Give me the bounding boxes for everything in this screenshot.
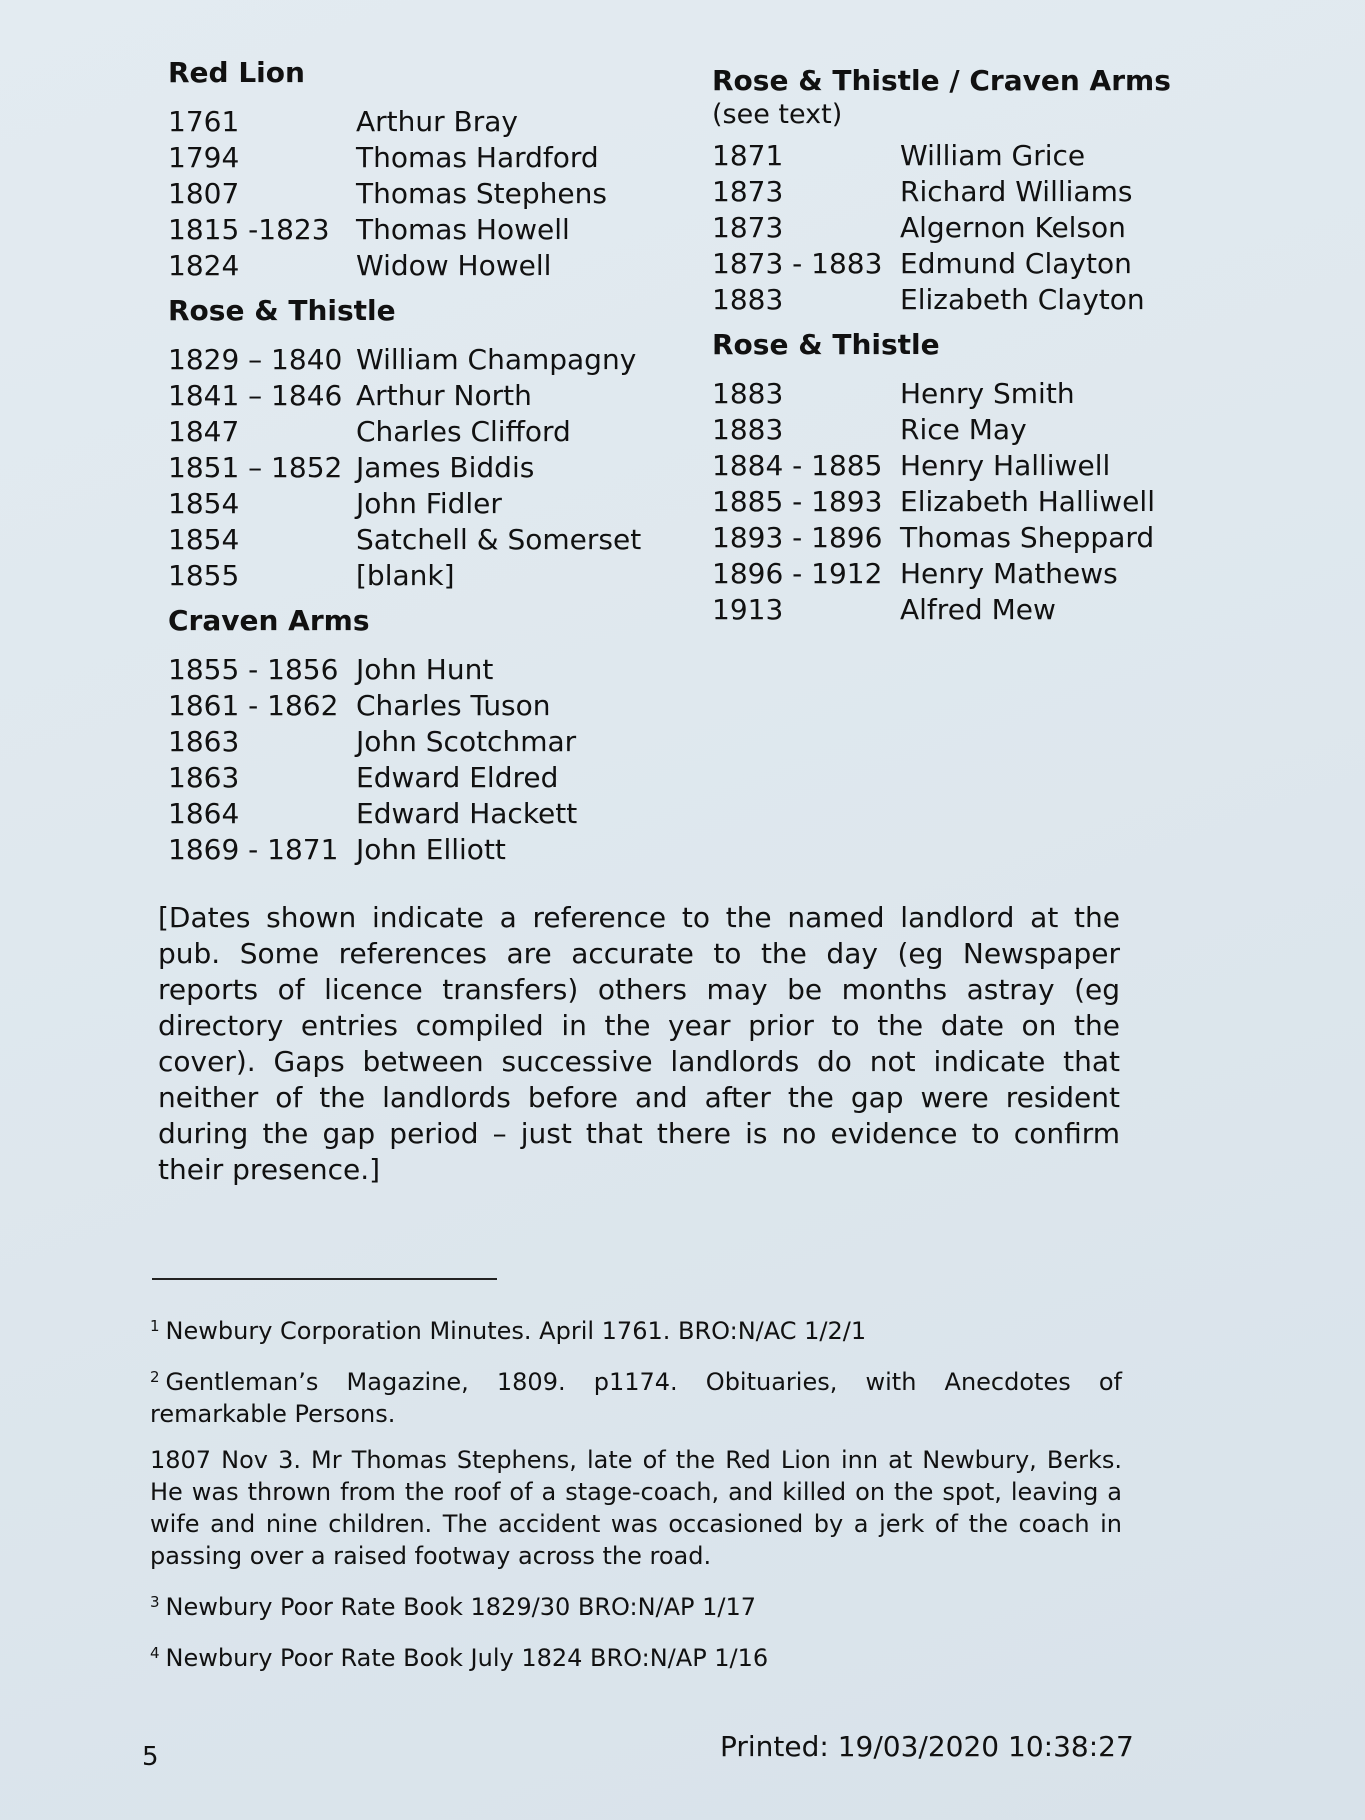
footnote	[150, 1586, 1122, 1623]
landlord-row	[168, 414, 728, 450]
landlord-name: Widow Howell	[356, 249, 552, 282]
landlord-row	[168, 176, 728, 212]
landlord-row	[712, 174, 1272, 210]
landlord-row	[168, 832, 728, 868]
landlord-section	[168, 604, 728, 868]
landlord-row	[168, 378, 728, 414]
landlord-years: 1815 -1823	[168, 213, 330, 246]
landlord-name: John Scotchmar	[356, 725, 577, 758]
landlord-name: Thomas Stephens	[356, 177, 607, 210]
landlord-years: 1761	[168, 105, 240, 138]
landlord-years: 1873	[712, 175, 784, 208]
landlord-years: 1883	[712, 283, 784, 316]
landlord-row	[168, 688, 728, 724]
landlord-section	[712, 64, 1272, 318]
landlord-row	[168, 558, 728, 594]
landlord-name: Thomas Sheppard	[900, 521, 1155, 554]
landlord-row	[168, 796, 728, 832]
landlord-row	[712, 592, 1272, 628]
dates-note: [Dates shown indicate a reference to the named landlord at the pub. Some references are accurate to the day (eg Newspaper reports of licence transfers) others may be months astray (eg directory entries compiled in the year prior to the date on the cover). Gaps between successive landlords do not indicate that neither of the landlords before and after the gap were resident during the gap period – just that there is no evidence to confirm their presence.]	[158, 901, 1120, 1186]
landlord-name: Henry Mathews	[900, 557, 1118, 590]
landlord-row	[168, 450, 728, 486]
section-title: Rose & Thistle	[168, 294, 396, 327]
landlord-name: Charles Tuson	[356, 689, 551, 722]
landlord-years: 1873	[712, 211, 784, 244]
landlord-years: 1847	[168, 415, 240, 448]
landlord-name: Richard Williams	[900, 175, 1133, 208]
section-title: Rose & Thistle / Craven Arms	[712, 64, 1171, 97]
footnote-number: 3	[150, 1593, 160, 1611]
landlord-years: 1854	[168, 523, 240, 556]
landlord-section	[712, 328, 1272, 628]
landlord-row	[168, 522, 728, 558]
landlord-name: Henry Halliwell	[900, 449, 1111, 482]
landlord-name: John Hunt	[356, 653, 494, 686]
right-column	[712, 64, 1272, 638]
landlord-years: 1893 - 1896	[712, 521, 883, 554]
landlord-years: 1854	[168, 487, 240, 520]
footnote-divider	[152, 1278, 497, 1280]
page-number: 5	[142, 1742, 159, 1772]
landlord-name: Arthur Bray	[356, 105, 518, 138]
landlord-name: Thomas Hardford	[356, 141, 599, 174]
landlord-row	[168, 342, 728, 378]
landlord-row	[712, 282, 1272, 318]
landlord-row	[168, 212, 728, 248]
landlord-name: James Biddis	[356, 451, 535, 484]
landlord-years: 1863	[168, 725, 240, 758]
landlord-years: 1861 - 1862	[168, 689, 339, 722]
left-column	[168, 56, 728, 878]
footnote-text: 1807 Nov 3. Mr Thomas Stephens, late of the Red Lion inn at Newbury, Berks. He was thrown from the roof of a stage-coach, and killed on the spot, leaving a wife and nine children. The accident was occasioned by a jerk of the coach in passing over a raised footway across the road.	[150, 1446, 1122, 1570]
section-subtitle: (see text)	[712, 99, 843, 130]
landlord-name: John Elliott	[356, 833, 506, 866]
landlord-name: John Fidler	[356, 487, 502, 520]
landlord-years: 1864	[168, 797, 240, 830]
landlord-row	[168, 724, 728, 760]
landlord-row	[712, 376, 1272, 412]
footnote	[150, 1361, 1122, 1430]
landlord-years: 1883	[712, 377, 784, 410]
landlord-row	[712, 484, 1272, 520]
landlord-row	[168, 486, 728, 522]
landlord-years: 1913	[712, 593, 784, 626]
landlord-years: 1883	[712, 413, 784, 446]
landlord-years: 1824	[168, 249, 240, 282]
footnote-number: 1	[150, 1317, 160, 1335]
footnote-text: Gentleman’s Magazine, 1809. p1174. Obituaries, with Anecdotes of remarkable Persons.	[150, 1368, 1122, 1428]
section-title: Red Lion	[168, 56, 305, 89]
landlord-years: 1829 – 1840	[168, 343, 343, 376]
landlord-name: Edmund Clayton	[900, 247, 1132, 280]
landlord-name: [blank]	[356, 559, 455, 592]
landlord-row	[712, 412, 1272, 448]
landlord-row	[712, 556, 1272, 592]
landlord-name: Arthur North	[356, 379, 532, 412]
landlord-section	[168, 56, 728, 284]
landlord-name: William Champagny	[356, 343, 637, 376]
landlord-row	[168, 652, 728, 688]
landlord-years: 1884 - 1885	[712, 449, 883, 482]
footnote-text: Newbury Poor Rate Book July 1824 BRO:N/AP 1/16	[165, 1644, 769, 1672]
landlord-name: William Grice	[900, 139, 1086, 172]
landlord-name: Algernon Kelson	[900, 211, 1126, 244]
landlord-row	[712, 138, 1272, 174]
landlord-row	[168, 104, 728, 140]
section-title: Craven Arms	[168, 604, 370, 637]
landlord-name: Elizabeth Halliwell	[900, 485, 1155, 518]
landlord-row	[168, 248, 728, 284]
landlord-section	[168, 294, 728, 594]
footnote	[150, 1444, 1122, 1572]
landlord-years: 1851 – 1852	[168, 451, 343, 484]
footnote-number: 4	[150, 1644, 160, 1662]
landlord-years: 1807	[168, 177, 240, 210]
landlord-row	[712, 520, 1272, 556]
landlord-years: 1896 - 1912	[712, 557, 883, 590]
landlord-row	[168, 140, 728, 176]
landlord-row	[712, 210, 1272, 246]
footnote-number: 2	[150, 1368, 160, 1386]
printed-timestamp: Printed: 19/03/2020 10:38:27	[720, 1730, 1134, 1763]
landlord-row	[712, 448, 1272, 484]
landlord-row	[712, 246, 1272, 282]
landlord-years: 1871	[712, 139, 784, 172]
landlord-name: Edward Eldred	[356, 761, 559, 794]
landlord-years: 1794	[168, 141, 240, 174]
landlord-years: 1873 - 1883	[712, 247, 883, 280]
landlord-name: Henry Smith	[900, 377, 1075, 410]
landlord-name: Edward Hackett	[356, 797, 578, 830]
landlord-name: Elizabeth Clayton	[900, 283, 1145, 316]
footnote-text: Newbury Corporation Minutes. April 1761. BRO:N/AC 1/2/1	[165, 1317, 867, 1345]
landlord-years: 1855	[168, 559, 240, 592]
landlord-name: Charles Clifford	[356, 415, 571, 448]
landlord-name: Thomas Howell	[356, 213, 570, 246]
landlord-name: Satchell & Somerset	[356, 523, 642, 556]
landlord-years: 1855 - 1856	[168, 653, 339, 686]
footnote	[150, 1637, 1122, 1674]
landlord-years: 1841 – 1846	[168, 379, 343, 412]
footnote-text: Newbury Poor Rate Book 1829/30 BRO:N/AP 1/17	[165, 1593, 757, 1621]
landlord-name: Rice May	[900, 413, 1027, 446]
footnote	[150, 1310, 1122, 1347]
landlord-name: Alfred Mew	[900, 593, 1056, 626]
landlord-row	[168, 760, 728, 796]
footnotes	[150, 1310, 1122, 1688]
landlord-years: 1885 - 1893	[712, 485, 883, 518]
landlord-years: 1863	[168, 761, 240, 794]
landlord-years: 1869 - 1871	[168, 833, 339, 866]
section-title: Rose & Thistle	[712, 328, 940, 361]
